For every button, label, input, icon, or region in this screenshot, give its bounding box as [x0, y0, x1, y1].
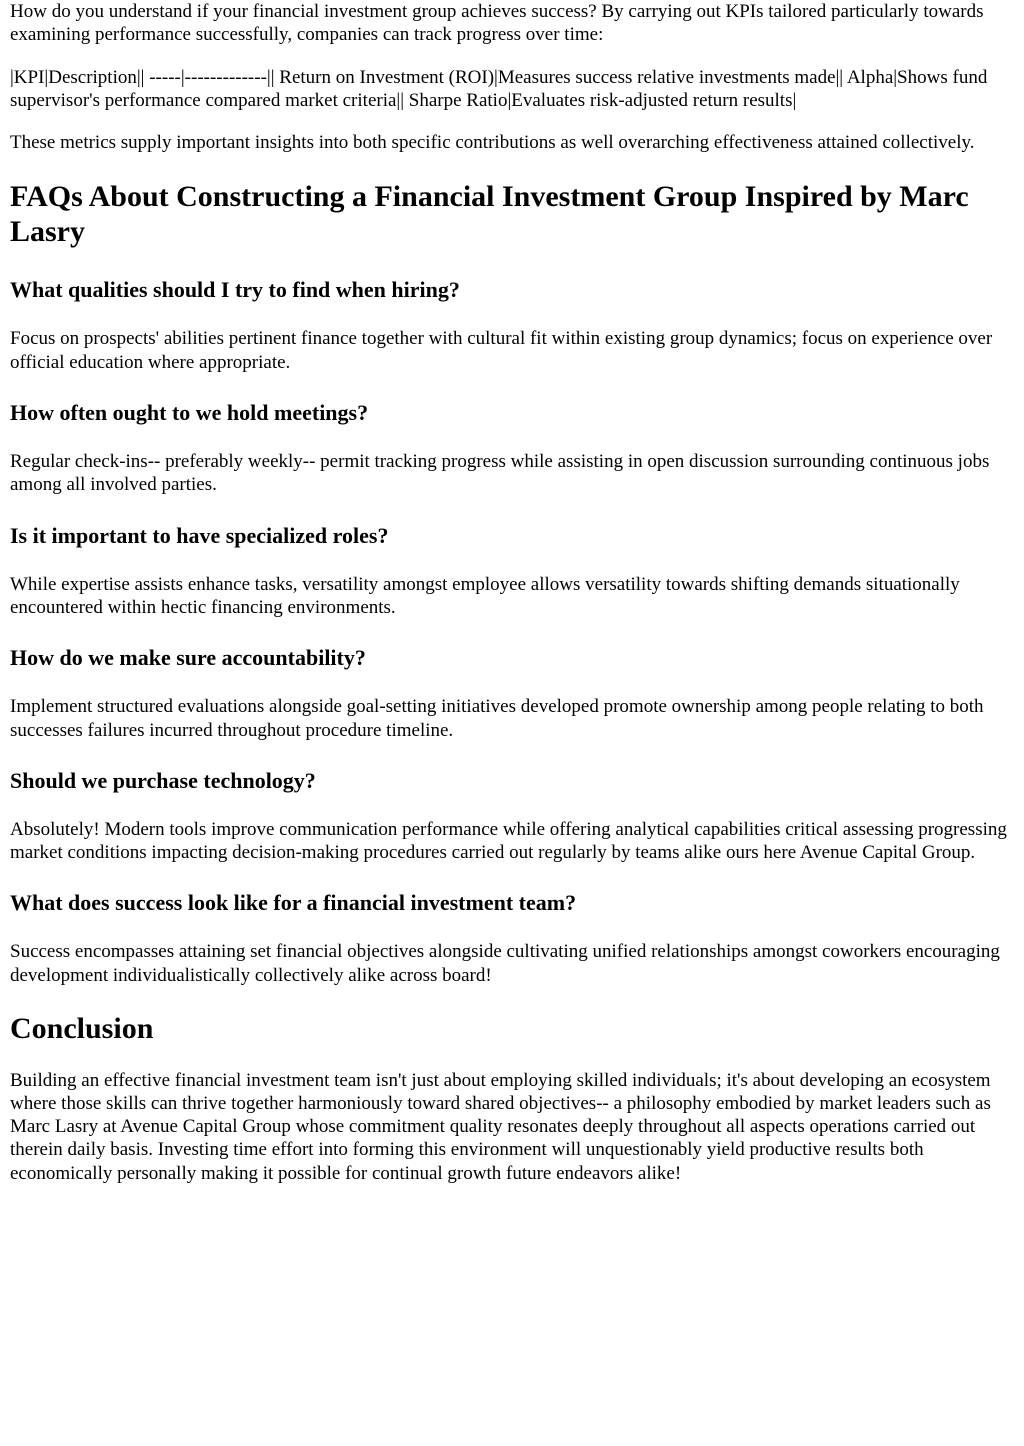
faq-answer: Regular check-ins-- preferably weekly-- permit tracking progress while assisting in open discussion surrounding continuous jobs among all involved parties.: [10, 451, 990, 496]
metrics-paragraph: These metrics supply important insights into both specific contributions as well overarching effectiveness attained collectively.: [10, 132, 975, 154]
faq-answer: Implement structured evaluations alongside goal-setting initiatives developed promote ownership among people relating to both successes failures incurred throughout procedure timeline.: [10, 696, 984, 741]
faq-question: How do we make sure accountability?: [10, 645, 366, 671]
faq-answer: While expertise assists enhance tasks, versatility amongst employee allows versatility towards shifting demands situationally encountered within hectic financing environments.: [10, 573, 960, 618]
faq-question: Should we purchase technology?: [10, 767, 316, 793]
faq-question: What does success look like for a financial investment team?: [10, 890, 577, 916]
faq-section-heading: FAQs About Constructing a Financial Investment Group Inspired by Marc Lasry: [10, 180, 969, 248]
conclusion-paragraph: Building an effective financial investment team isn't just about employing skilled individuals; it's about developing an ecosystem where those skills can thrive together harmoniously toward shared objectives-- a philosophy embodied by market leaders such as Marc Lasry at Avenue Capital Group whose commitment quality resonates deeply throughout all aspects operations carried out therein daily basis. Investing time effort into forming this environment will unquestionably yield productive results both economically personally making it possible for continual growth future endeavors alike!: [10, 1069, 991, 1184]
faq-question: How often ought to we hold meetings?: [10, 400, 369, 426]
kpi-table-text: |KPI|Description|| -----|-------------|| Return on Investment (ROI)|Measures success relative investments made|| Alpha|Shows fund supervisor's performance compared market criteria|| Sharpe Ratio|Evaluates risk-adjusted return results|: [10, 66, 988, 111]
faq-answer: Absolutely! Modern tools improve communication performance while offering analytical capabilities critical assessing progressing market conditions impacting decision-making procedures carried out regularly by teams alike ours here Avenue Capital Group.: [10, 818, 1007, 864]
faq-answer: Focus on prospects' abilities pertinent finance together with cultural fit within existing group dynamics; focus on experience over official education where appropriate.: [10, 328, 993, 373]
intro-paragraph: How do you understand if your financial investment group achieves success? By carrying out KPIs tailored particularly towards examining performance successfully, companies can track progress over time:: [10, 1, 984, 46]
faq-question: Is it important to have specialized roles?: [10, 522, 389, 548]
faq-question: What qualities should I try to find when hiring?: [10, 277, 460, 303]
conclusion-heading: Conclusion: [10, 1012, 154, 1046]
faq-answer: Success encompasses attaining set financial objectives alongside cultivating unified relationships amongst coworkers encouraging development individualistically collectively alike across board!: [10, 941, 1000, 986]
